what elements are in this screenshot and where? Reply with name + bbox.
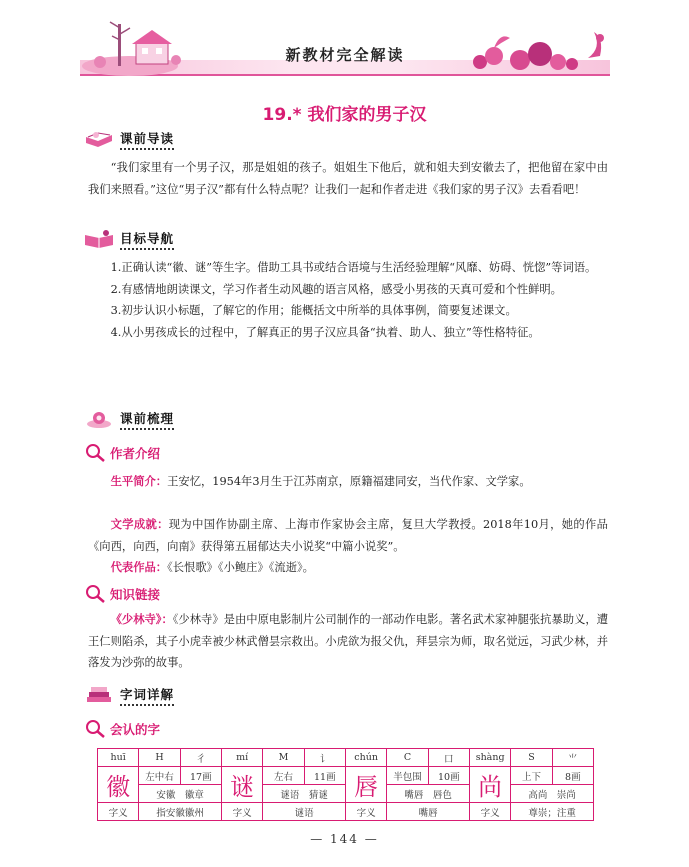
bio-text: 王安忆，1954年3月生于江苏南京，原籍福建同安，当代作家、文学家。 bbox=[167, 475, 531, 488]
structure-cell: 左中右 bbox=[139, 767, 180, 785]
works-key: 代表作品： bbox=[110, 561, 168, 574]
link-key: 《少林寺》： bbox=[110, 613, 173, 626]
chars-label: 会认的字 bbox=[110, 722, 161, 737]
words-cell: 嘴唇 唇色 bbox=[387, 785, 470, 803]
open-book-icon bbox=[84, 229, 114, 249]
author-bio bbox=[88, 471, 608, 493]
letter-cell: S bbox=[511, 749, 552, 767]
author-works bbox=[88, 557, 608, 579]
author-achievements bbox=[88, 514, 608, 557]
pinyin-cell: chún bbox=[345, 749, 386, 767]
stacked-books-icon bbox=[84, 685, 114, 705]
author-subheading bbox=[84, 442, 160, 464]
page-number: — 144 — bbox=[310, 832, 379, 846]
table-row bbox=[98, 803, 594, 821]
section-review-heading bbox=[84, 408, 174, 430]
page-header bbox=[80, 14, 610, 82]
goals-list bbox=[88, 257, 608, 343]
pinyin-cell: mí bbox=[221, 749, 262, 767]
meaning-key-cell: 字义 bbox=[469, 803, 510, 821]
radical-cell: 口 bbox=[428, 749, 469, 767]
author-label: 作者介绍 bbox=[110, 446, 161, 461]
section-preview-label: 课前导读 bbox=[120, 129, 174, 150]
strokes-cell: 8画 bbox=[552, 767, 593, 785]
character-cell: 谜 bbox=[221, 767, 262, 803]
character-cell: 尚 bbox=[469, 767, 510, 803]
goal-item: 2.有感情地朗读课文，学习作者生动风趣的语言风格，感受小男孩的天真可爱和个性鲜明。 bbox=[110, 282, 562, 296]
table-row bbox=[98, 767, 594, 785]
achieve-text: 现为中国作协副主席、上海市作家协会主席，复旦大学教授。2018年10月，她的作品《向西，向西，向南》获得第五届郁达夫小说奖“中篇小说奖”。 bbox=[88, 518, 608, 553]
section-words-label: 字词详解 bbox=[120, 685, 174, 706]
goal-item: 1.正确认读“徽、谜”等生字。借助工具书或结合语境与生活经验理解“风靡、妨碍、恍惚”等词语。 bbox=[110, 261, 597, 274]
link-text: 《少林寺》是由中原电影制片公司制作的一部动作电影。著名武术家神腿张抗暴助义，遭王仁则陷杀，其子小虎幸被少林武僧昙宗救出。小虎欲为报父仇，拜昙宗为师，取名觉远，习武少林，并落发为沙弥的故事。 bbox=[88, 613, 608, 669]
chars-subheading bbox=[84, 718, 160, 740]
structure-cell: 左右 bbox=[263, 767, 304, 785]
section-preview-heading bbox=[84, 128, 174, 150]
character-cell: 徽 bbox=[98, 767, 139, 803]
bio-key: 生平简介： bbox=[110, 475, 168, 488]
strokes-cell: 11画 bbox=[304, 767, 345, 785]
table-row bbox=[98, 749, 594, 767]
pinyin-cell: shàng bbox=[469, 749, 510, 767]
link-paragraph bbox=[88, 609, 608, 674]
section-review-label: 课前梳理 bbox=[120, 409, 174, 430]
character-table bbox=[97, 748, 594, 821]
letter-cell: M bbox=[263, 749, 304, 767]
meaning-key-cell: 字义 bbox=[345, 803, 386, 821]
flower-icon bbox=[84, 409, 114, 429]
radical-cell: ⺌ bbox=[552, 749, 593, 767]
words-cell: 高尚 崇尚 bbox=[511, 785, 594, 803]
magnifier-icon bbox=[84, 584, 106, 604]
works-text: 《长恨歌》《小鲍庄》《流逝》。 bbox=[167, 561, 314, 574]
meaning-key-cell: 字义 bbox=[98, 803, 139, 821]
meaning-key-cell: 字义 bbox=[221, 803, 262, 821]
letter-cell: C bbox=[387, 749, 428, 767]
link-subheading bbox=[84, 583, 160, 605]
preview-paragraph: “我们家里有一个男子汉，那是姐姐的孩子。姐姐生下他后，就和姐夫到安徽去了，把他留在家中由我们来照看。”这位“男子汉”都有什么特点呢？让我们一起和作者走进《我们家的男子汉》去看看吧！ bbox=[88, 161, 608, 196]
words-cell: 谜语 猜谜 bbox=[263, 785, 346, 803]
radical-cell: 讠 bbox=[304, 749, 345, 767]
meaning-cell: 嘴唇 bbox=[387, 803, 470, 821]
achieve-key: 文学成就： bbox=[110, 518, 169, 531]
structure-cell: 上下 bbox=[511, 767, 552, 785]
magnifier-icon bbox=[84, 443, 106, 463]
pinyin-cell: huī bbox=[98, 749, 139, 767]
book-title: 新教材完全解读 bbox=[285, 46, 405, 64]
meaning-cell: 尊崇；注重 bbox=[511, 803, 594, 821]
meaning-cell: 指安徽徽州 bbox=[139, 803, 222, 821]
structure-cell: 半包围 bbox=[387, 767, 428, 785]
link-label: 知识链接 bbox=[110, 587, 161, 602]
lesson-title: 19.* 我们家的男子汉 bbox=[262, 105, 427, 125]
letter-cell: H bbox=[139, 749, 180, 767]
section-goals-label: 目标导航 bbox=[120, 229, 174, 250]
words-cell: 安徽 徽章 bbox=[139, 785, 222, 803]
strokes-cell: 17画 bbox=[180, 767, 221, 785]
goal-item: 4.从小男孩成长的过程中，了解真正的男子汉应具备“执着、助人、独立”等性格特征。 bbox=[110, 325, 540, 339]
book-icon bbox=[84, 129, 114, 149]
radical-cell: 彳 bbox=[180, 749, 221, 767]
section-goals-heading bbox=[84, 228, 174, 250]
goal-item: 3.初步认识小标题，了解它的作用；能概括文中所举的具体事例，简要复述课文。 bbox=[110, 304, 517, 317]
meaning-cell: 谜语 bbox=[263, 803, 346, 821]
strokes-cell: 10画 bbox=[428, 767, 469, 785]
magnifier-icon bbox=[84, 719, 106, 739]
section-words-heading bbox=[84, 684, 174, 706]
character-cell: 唇 bbox=[345, 767, 386, 803]
